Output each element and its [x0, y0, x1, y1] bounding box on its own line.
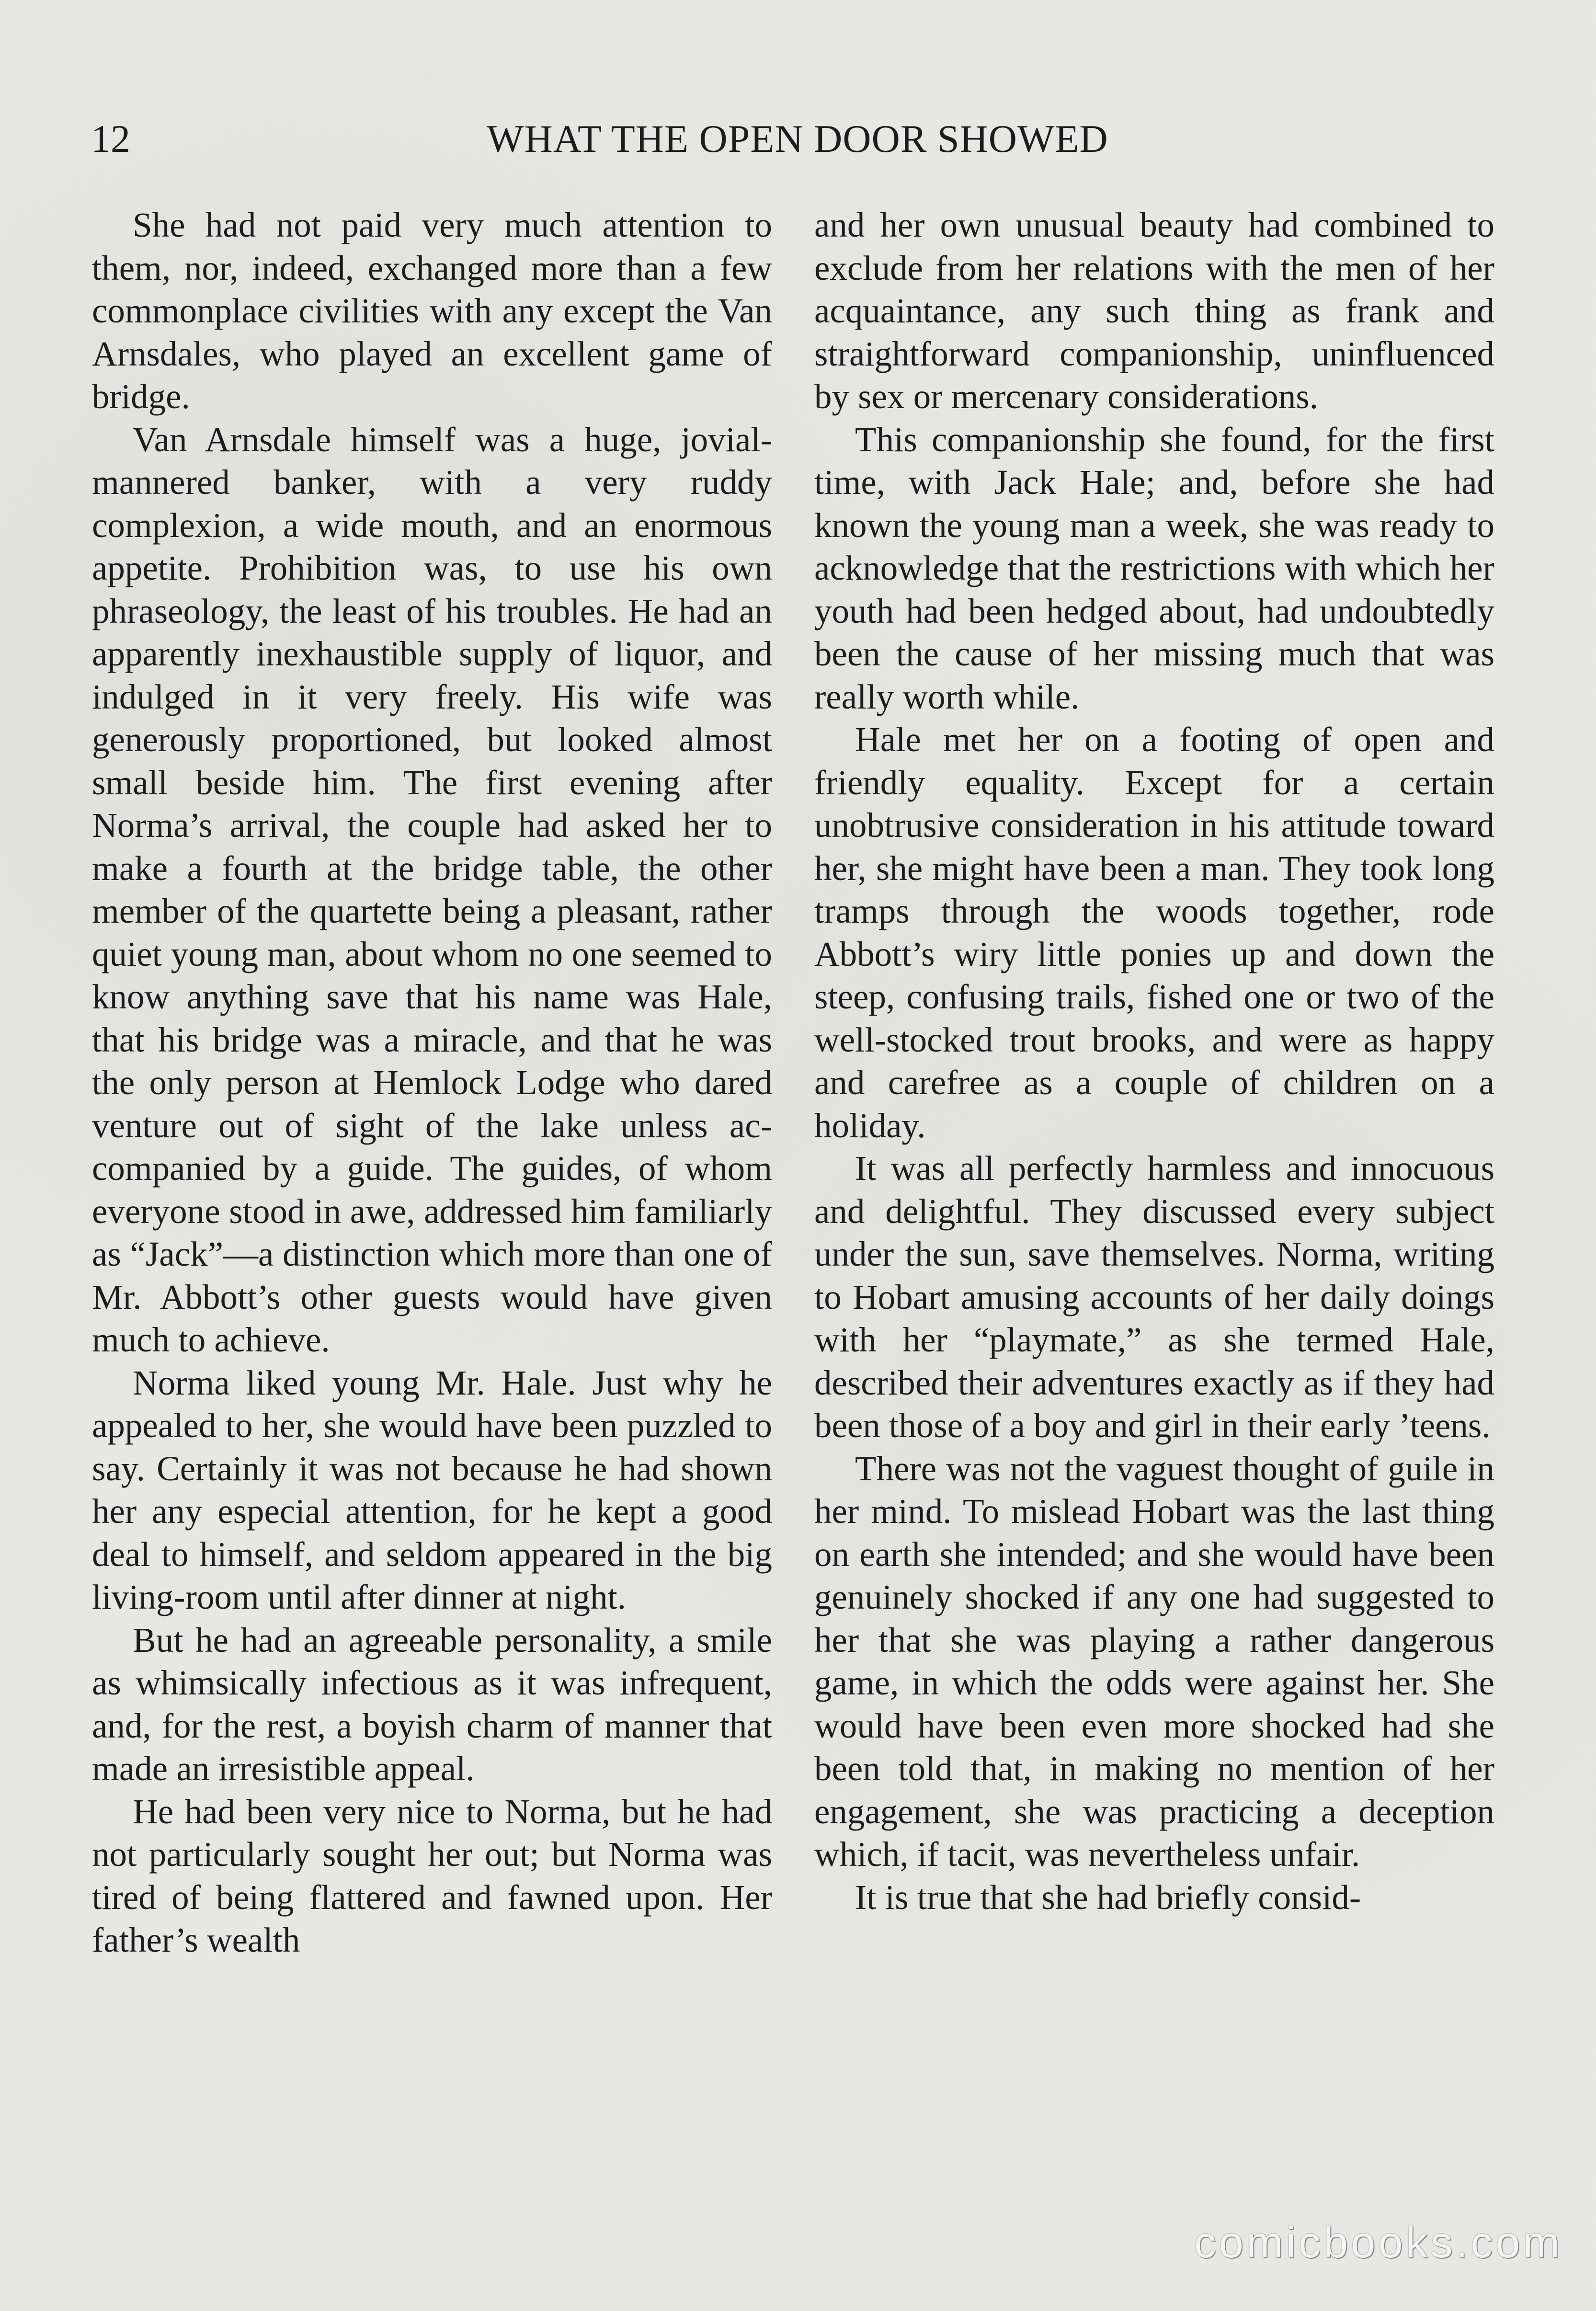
site-watermark: comicbooks.com	[1194, 2218, 1562, 2267]
left-column	[92, 204, 772, 1962]
running-title: WHAT THE OPEN DOOR SHOWED	[487, 117, 1108, 160]
paragraph: Norma liked young Mr. Hale. Just why he appealed to her, she would have been puzzled to say. Certainly it was not because he had shown her any especial attention, for he kept a good deal to himself, and seldom appeared in the big living-room until after dinner at night.	[92, 1363, 772, 1616]
page-number: 12	[91, 117, 130, 160]
paragraph: It is true that she had briefly consid-	[855, 1877, 1361, 1917]
paragraph: Hale met her on a footing of open and friendly equality. Except for a certain unobtrusive consideration in his attitude toward her, she might have been a man. They took long tramps through the woods together, rode Abbott’s wiry little ponies up and down the steep, confusing trails, fished one or two of the well-stocked trout brooks, and were as happy and carefree as a couple of children on a holiday.	[814, 720, 1494, 1145]
paragraph: She had not paid very much attention to them, nor, indeed, exchanged more than a few commonplace civilities with any except the Van Arnsdales, who played an excellent game of bridge.	[92, 206, 772, 416]
paragraph: There was not the vaguest thought of guile in her mind. To mislead Hobart was the last thing on earth she intended; and she would have been genuinely shocked if any one had suggested to her that she was playing a rather dangerous game, in which the odds were against her. She would have been even more shocked had she been told that, in making no mention of her engagement, she was practicing a deception which, if tacit, was nevertheless unfair.	[814, 1449, 1494, 1874]
paragraph: He had been very nice to Norma, but he had not particularly sought her out; but Norma was tired of being flattered and fawned upon. Her father’s wealth	[92, 1792, 772, 1959]
paragraph: But he had an agreeable personality, a smile as whimsically infectious as it was infrequent, and, for the rest, a boyish charm of manner that made an irresistible appeal.	[92, 1620, 772, 1788]
right-column	[814, 204, 1494, 1919]
paragraph: Van Arnsdale himself was a huge, jovial-mannered banker, with a very ruddy complexion, a wide mouth, and an enormous appetite. Prohibition was, to use his own phraseology, the least of his troubles. He had an apparently inexhaustible supply of liquor, and indulged in it very freely. His wife was generously proportioned, but looked almost small beside him. The first evening after Norma’s arrival, the couple had asked her to make a fourth at the bridge table, the other member of the quartette being a pleasant, rather quiet young man, about whom no one seemed to know anything save that his name was Hale, that his bridge was a miracle, and that he was the only person at Hemlock Lodge who dared venture out of sight of the lake unless accompanied by a guide. The guides, of whom everyone stood in awe, addressed him familiarly as “Jack”—a distinction which more than one of Mr. Abbott’s other guests would have given much to achieve.	[92, 420, 772, 1359]
paragraph: It was all perfectly harmless and innocuous and delightful. They discussed every subject under the sun, save themselves. Norma, writing to Hobart amusing accounts of her daily doings with her “playmate,” as she termed Hale, described their adventures exactly as if they had been those of a boy and girl in their early ’teens.	[814, 1149, 1494, 1445]
paragraph: This companionship she found, for the first time, with Jack Hale; and, before she had known the young man a week, she was ready to acknowledge that the restrictions with which her youth had been hedged about, had undoubtedly been the cause of her missing much that was really worth while.	[814, 420, 1494, 716]
page-header	[91, 115, 1504, 168]
paragraph-continuation: and her own unusual beauty had combined to exclude from her relations with the men of her acquaintance, any such thing as frank and straightforward companionship, uninfluenced by sex or mercenary considerations.	[814, 206, 1494, 416]
